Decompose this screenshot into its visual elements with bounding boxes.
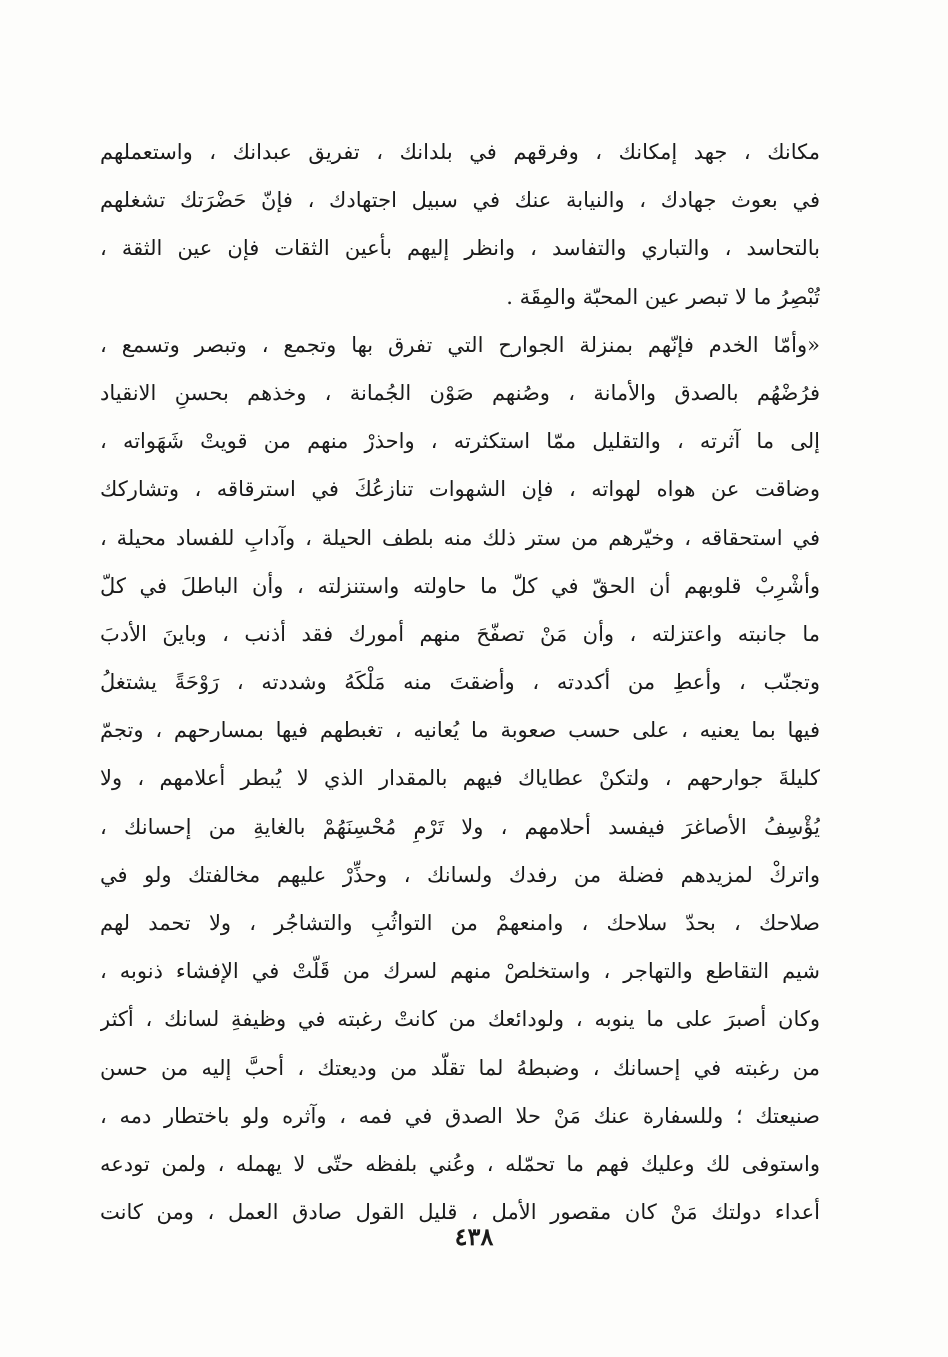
text-line: بالتحاسد ، والتباري والتفاسد ، وانظر إليهم بأعين الثقات فإن عين الثقة ، [100,236,820,261]
text-line: شيم التقاطع والتهاجر ، واستخلصْ منهم لسرك من قَلّتْ في الإفشاء ذنوبه ، [100,959,820,984]
text-line: وضاقت عن هواه لهواته ، فإن الشهوات تنازعُكَ في استرقاقه ، وتشاركك [100,477,820,502]
text-line: مكانك ، جهد إمكانك ، وفرقهم في بلدانك ، تفريق عبدانك ، واستعملهم [100,140,820,164]
text-line: في استحقاقه ، وخيّرهم من ستر ذلك منه بلطف الحيلة ، وآدابِ للفساد محيلة ، [100,525,820,550]
text-line: إلى ما آثرته ، والتقليل ممّا استكثرته ، واحذرْ منهم من قويتْ شَهَواته ، [100,429,820,454]
text-line: واتركْ لمزيدهم فضلة من رفدك ولسانك ، وحذِّرْ عليهم مخالفتك ولو في [100,862,820,887]
page-number: ٤٣٨ [454,1222,494,1251]
text-line: ما جانبته واعتزلته ، وأن مَنْ تصفّحَ منهم أمورك فقد أذنب ، وباينَ الأدبَ [100,621,820,646]
text-line: في بعوث جهادك ، والنيابة عنك في سبيل اجتهادك ، فإنّ حَضْرَتك تشغلهم [100,188,820,213]
text-line: يُؤْسِفُ الأصاغرَ فيفسد أحلامهم ، ولا تَرْمِ مُحْسِنَهُمْ بالغايةِ من إحسانك ، [100,814,820,839]
text-line: فرُضْهُم بالصدق والأمانة ، وصُنهم صَوْن الجُمانة ، وخذهم بحسنِ الانقياد [100,380,820,405]
text-line: «وأمّا الخدم فإنّهم بمنزلة الجوارح التي تفرق بها وتجمع ، وتبصر وتسمع ، [100,332,820,357]
body-text [100,128,820,1236]
text-line: صنيعتك ؛ وللسفارة عنك مَنْ حلا الصدق في فمه ، وآثره ولو باختطار دمه ، [100,1103,820,1128]
text-line: وتجنّب ، وأعطِ من أكددته ، وأضقتَ منه مَلْكَهُ وشددته ، رَوْحَةً يشتغلُ [100,670,820,695]
text-line: كليلةَ جوارحهم ، ولتكنْ عطاياك فيهم بالمقدار الذي لا يُبطر أعلامهم ، ولا [100,766,820,791]
text-line: وكان أصبرَ على ما ينوبه ، ولودائعك من كانتْ رغبته في وظيفةِ لسانك ، أكثر [100,1007,820,1032]
text-line: من رغبته في إحسانك ، وضبطهُ لما تقلّد من وديعتك ، أحبَّ إليه من حسن [100,1055,820,1080]
text-line: صلاحك ، بحدّ سلاحك ، وامنعهمْ من التواثُبِ والتشاجُر ، ولا تحمد لهم [100,911,820,935]
text-line: أعداء دولتك مَنْ كان مقصور الأمل ، قليل القول صادق العمل ، ومن كانت [100,1200,820,1225]
text-line: فيها بما يعنيه ، على حسب صعوبة ما يُعانيه ، تغبطهم فيها بمسارحهم ، وتجمّ [100,718,820,743]
text-line: تُبْصِرُ ما لا تبصر عين المحبّة والمِقَة . [506,284,820,309]
text-line: وأشْرِبْ قلوبهم أن الحقّ في كلّ ما حاولته واستنزلته ، وأن الباطلَ في كلّ [100,573,820,598]
text-line: واستوفى لك وعليك فهم ما تحمّله ، وعُني بلفظه حتّى لا يهمله ، ولمن تودعه [100,1151,820,1176]
